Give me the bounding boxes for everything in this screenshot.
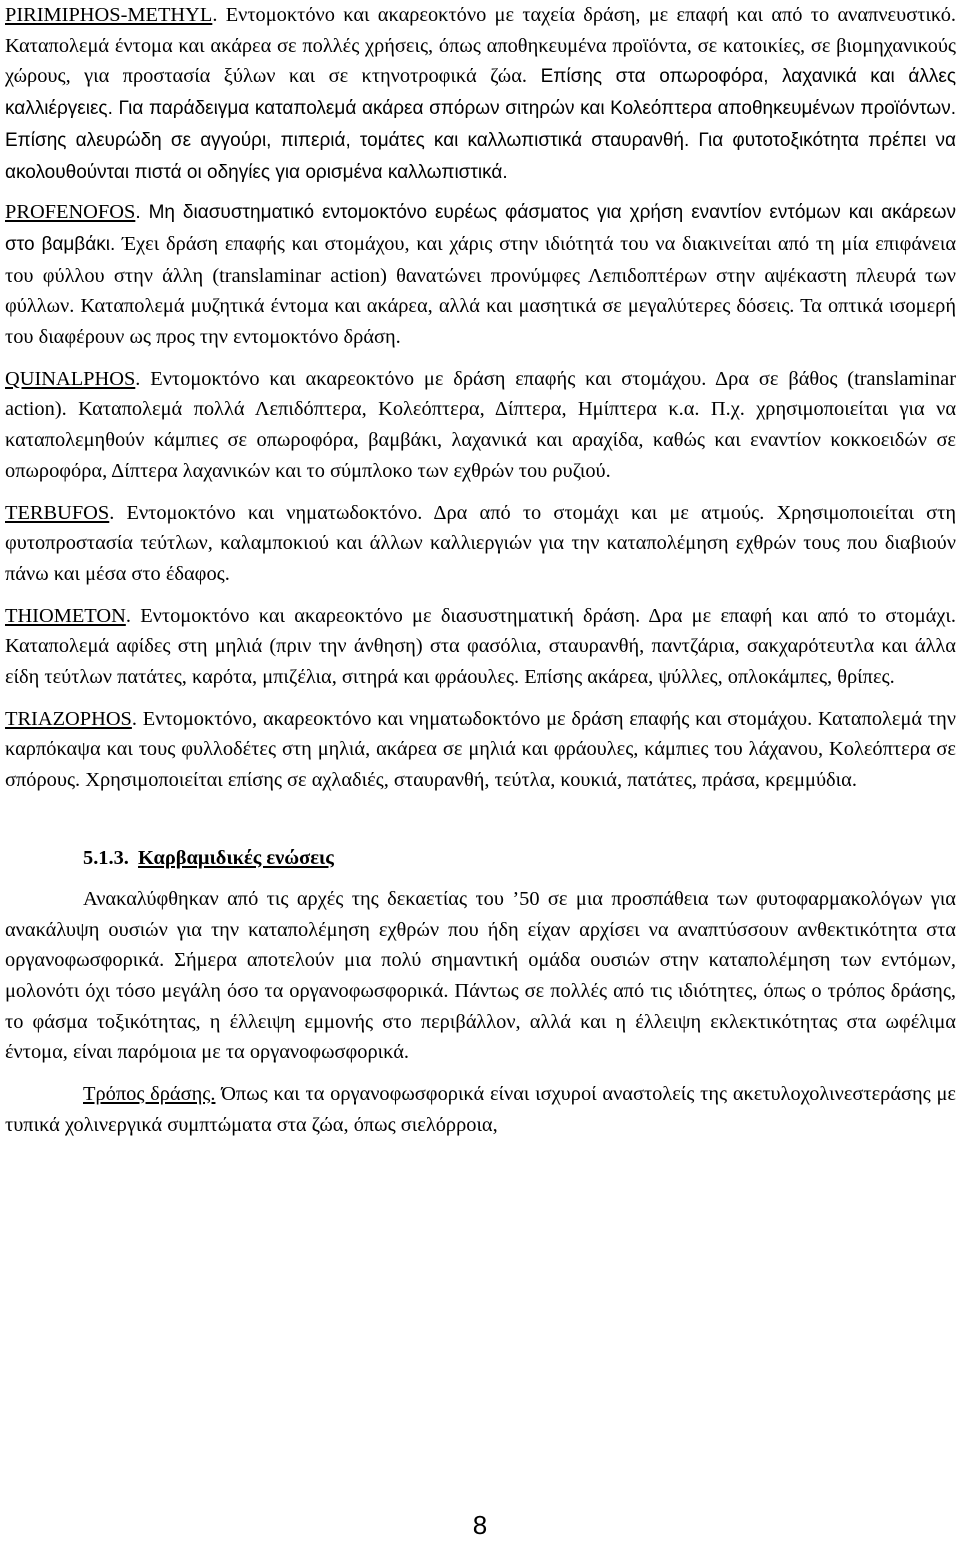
- section-title: Καρβαμιδικές ενώσεις: [138, 846, 334, 869]
- paragraph-pirimiphos-methyl: [5, 0, 956, 188]
- page-number: 8: [472, 1510, 488, 1540]
- section-number: 5.1.3.: [83, 846, 129, 869]
- paragraph-text: . Εντομοκτόνο, ακαρεοκτόνο και νηματωδοκτόνο με δράση επαφής και στομάχου. Καταπολεμά την καρπόκαψα και τους φυλλοδέτες στη μηλιά, ακάρεα σε μηλιά και φράουλες, κάμπιες του λάχανου, Κολεόπτερα σε σπόρους. Χρησιμοποιείται επίσης σε αχλαδιές, σταυρανθή, τεύτλα, κουκιά, πατάτες, πράσα, κρεμμύδια.: [5, 707, 956, 792]
- compound-name-triazophos: TRIAZOPHOS: [5, 707, 132, 730]
- paragraph-text: . Εντομοκτόνο και ακαρεοκτόνο με δράση επαφής και στομάχου. Δρα σε βάθος (translaminar action). Καταπολεμά πολλά Λεπιδόπτερα, Κολεόπτερα, Δίπτερα, Ημίπτερα κ.α. Π.χ. χρησιμοποιείται για να καταπολεμηθούν κάμπιες σε οπωροφόρα, βαμβάκι, λαχανικά και αραχίδα, καθώς και εναντίον κοκκοειδών σε οπωροφόρα, Δίπτερα λαχανικών και το σύμπλοκο των εχθρών του ρυζιού.: [5, 367, 956, 482]
- document-page: [5, 0, 956, 1141]
- paragraph-text: . Εντομοκτόνο και ακαρεοκτόνο με ταχεία δράση, με επαφή και από το αναπνευστικό. Καταπολεμά έντομα και ακάρεα σε πολλές χρήσεις, όπως αποθηκευμένα προϊόντα, σε κατοικίες, σε βιομηχανικούς χώρους, για προστασία ξύλων και σε κτηνοτροφικά ζώα.: [5, 4, 956, 88]
- paragraph-quinalphos: [5, 364, 956, 487]
- mode-of-action-label: Τρόπος δράσης.: [83, 1083, 216, 1106]
- paragraph-text: Επίσης στα οπωροφόρα, λαχανικά και άλλες καλλιέργειες. Για παράδειγμα καταπολεμά ακάρεα σπόρων σιτηρών και Κολεόπτερα αποθηκευμένων προϊόντων. Επίσης αλευρώδη σε αγγούρι, πιπεριά, τομάτες και καλλωπιστικά σταυρανθή. Για φυτοτοξικότητα πρέπει να ακολουθούνται πιστά οι οδηγίες για ορισμένα καλλωπιστικά.: [5, 66, 956, 183]
- section-intro-paragraph: Ανακαλύφθηκαν από τις αρχές της δεκαετίας του ’50 σε μια προσπάθεια των φυτοφαρμακολόγων για ανακάλυψη ουσιών για την καταπολέμηση εχθρών που ήδη είχαν αρχίσει να αναπτύσσουν ανθεκτικότητα στα οργανοφωσφορικά. Σήμερα αποτελούν μια πολύ σημαντική ομάδα ουσιών στην καταπολέμηση των εντόμων, μολονότι όχι τόσο μεγάλη όσο τα οργανοφωσφορικά. Πάντως σε πολλές από τις ιδιότητες, όπως ο τρόπος δράσης, το φάσμα τοξικότητας, η έλλειψη εμμονής στο περιβάλλον, αλλά και η έλλειψη εκλεκτικότητας στα ωφέλιμα έντομα, είναι παρόμοια με τα οργανοφωσφορικά.: [5, 887, 956, 1064]
- paragraph-text: . Εντομοκτόνο και ακαρεοκτόνο με διασυστηματική δράση. Δρα με επαφή και από το στομάχι. Καταπολεμά αφίδες στη μηλιά (πριν την άνθηση) στα φασόλια, σταυρανθή, παντζάρια, σακχαρότευτλα και άλλα είδη τεύτλων πατάτες, καρότα, μπιζέλια, σιτηρά και φράουλες. Επίσης ακάρεα, ψύλλες, οπλοκάμπες, θρίπες.: [5, 604, 956, 689]
- paragraph-text: . Εντομοκτόνο και νηματωδοκτόνο. Δρα από το στομάχι και με ατμούς. Χρησιμοποιείται στη φυτοπροστασία τεύτλων, καλαμποκιού και άλλων καλλιεργιών για την καταπολέμηση εχθρών τους που διαβιούν πάνω και μέσα στο έδαφος.: [5, 501, 956, 585]
- compound-name-quinalphos: QUINALPHOS: [5, 367, 136, 390]
- paragraph-text: Όπως και τα οργανοφωσφορικά είναι ισχυροί αναστολείς της ακετυλοχολινεστεράσης με τυπικά χολινεργικά συμπτώματα στα ζώα, όπως σιελόρροια,: [5, 1083, 956, 1136]
- paragraph-terbufos: [5, 498, 956, 590]
- compound-name-profenofos: PROFENOFOS: [5, 201, 136, 224]
- paragraph-triazophos: [5, 704, 956, 796]
- section-heading: [5, 843, 956, 873]
- paragraph-thiometon: [5, 601, 956, 693]
- compound-name-terbufos: TERBUFOS: [5, 501, 110, 524]
- paragraph-profenofos: [5, 197, 956, 353]
- paragraph-text: . Μη διασυστηματικό εντομοκτόνο ευρέως φάσματος για χρήση εναντίον εντόμων και ακάρεων στο βαμβάκι.: [5, 202, 956, 255]
- paragraph-text: Έχει δράση επαφής και στομάχου, και χάρις στην ιδιότητά του να διακινείται από τη μία επιφάνεια του φύλλου στην άλλη (translaminar action) θανατώνει προνύμφες Λεπιδοπτέρων στην αψέκαστη πλευρά των φύλλων. Καταπολεμά μυζητικά έντομα και ακάρεα, αλλά και μασητικά σε μεγαλύτερες δόσεις. Τα οπτικά ισομερή του διαφέρουν ως προς την εντομοκτόνο δράση.: [5, 232, 956, 349]
- mode-of-action-paragraph: [5, 1079, 956, 1140]
- compound-name-pirimiphos-methyl: PIRIMIPHOS-METHYL: [5, 4, 213, 26]
- compound-name-thiometon: THIOMETON: [5, 604, 126, 627]
